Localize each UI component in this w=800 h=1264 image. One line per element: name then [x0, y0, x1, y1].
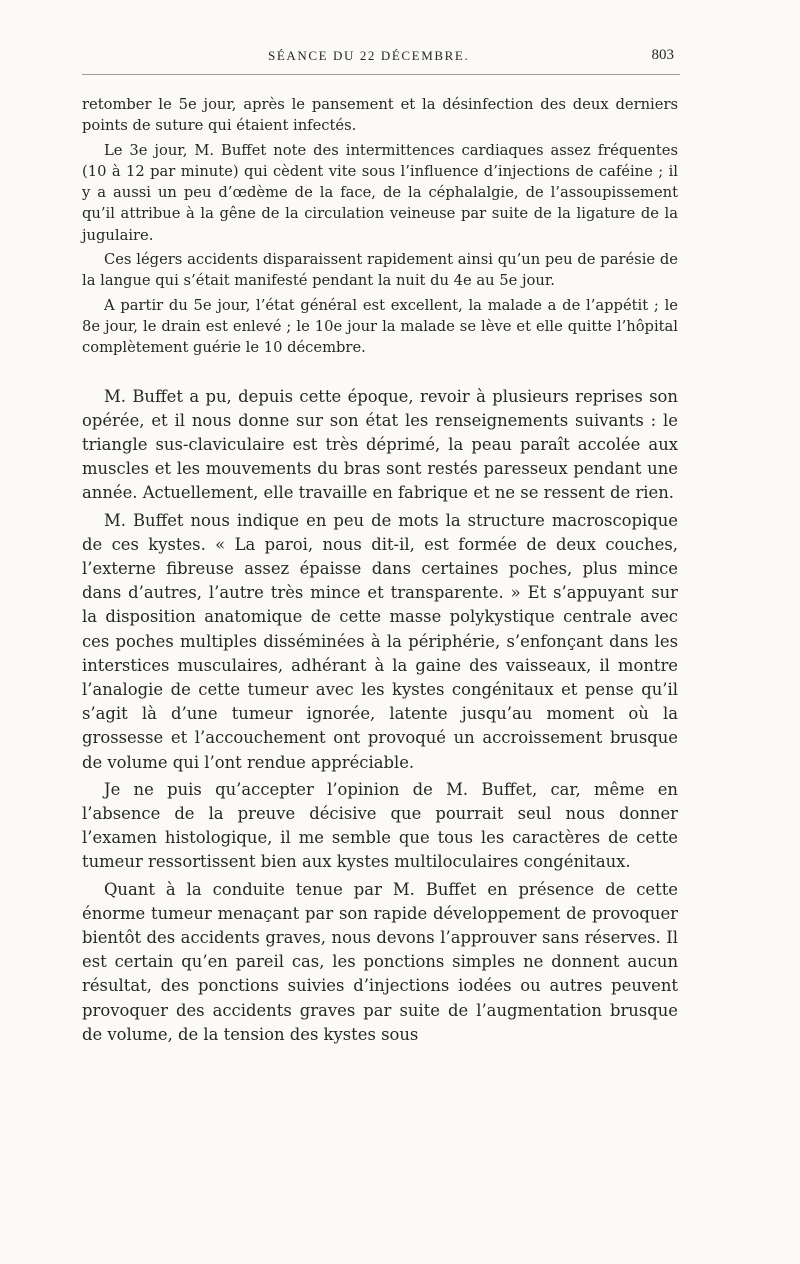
paragraph: Je ne puis qu’accepter l’opinion de M. Buffet, car, même en l’absence de la preuve décisive que pourrait seul nous donner l’examen histologique, il me semble que tous les caractères de cette tumeur ressortissent bien aux kystes multiloculaires congénitaux. [82, 779, 678, 872]
running-title: SÉANCE DU 22 DÉCEMBRE. [268, 48, 470, 63]
page-header [82, 44, 680, 75]
page-body [82, 94, 678, 1047]
commentary-section [82, 385, 678, 1047]
case-report-section [82, 94, 678, 359]
paragraph: M. Buffet nous indique en peu de mots la structure macroscopique de ces kystes. « La paroi, nous dit-il, est formée de deux couches, l’externe fibreuse assez épaisse dans certaines poches, plus mince dans d’autres, l’autre très mince et transparente. » Et s’appuyant sur la disposition anatomique de cette masse polykystique centrale avec ces poches multiples disséminées à la périphérie, s’enfonçant dans les interstices musculaires, adhérant à la gaine des vaisseaux, il montre l’analogie de cette tumeur avec les kystes congénitaux et pense qu’il s’agit là d’une tumeur ignorée, latente jusqu’au moment où la grossesse et l’accouchement ont provoqué un accroissement brusque de volume qui l’ont rendue appréciable. [82, 510, 678, 772]
paragraph: Ces légers accidents disparaissent rapidement ainsi qu’un peu de parésie de la langue qui s’était manifesté pendant la nuit du 4e au 5e jour. [82, 251, 678, 290]
paragraph: A partir du 5e jour, l’état général est excellent, la malade a de l’appétit ; le 8e jour, le drain est enlevé ; le 10e jour la malade se lève et elle quitte l’hôpital complètement guérie le 10 décembre. [82, 296, 678, 357]
paragraph: M. Buffet a pu, depuis cette époque, revoir à plusieurs reprises son opérée, et il nous donne sur son état les renseignements suivants : le triangle sus-claviculaire est très déprimé, la peau paraît accolée aux muscles et les mouvements du bras sont restés paresseux pendant une année. Actuellement, elle travaille en fabrique et ne se ressent de rien. [82, 386, 678, 503]
paragraph: retomber le 5e jour, après le pansement et la désinfection des deux derniers points de suture qui étaient infectés. [82, 96, 678, 135]
paragraph: Quant à la conduite tenue par M. Buffet en présence de cette énorme tumeur menaçant par son rapide développement de provoquer bientôt des accidents graves, nous devons l’approuver sans réserves. Il est certain qu’en pareil cas, les ponctions simples ne donnent aucun résultat, des ponctions suivies d’injections iodées ou autres peuvent provoquer des accidents graves par suite de l’augmentation brusque de volume, de la tension des kystes sous [82, 879, 678, 1044]
paragraph: Le 3e jour, M. Buffet note des intermittences cardiaques assez fréquentes (10 à 12 par minute) qui cèdent vite sous l’influence d’injections de caféine ; il y a aussi un peu d’œdème de la face, de la céphalalgie, de l’assoupissement qu’il attribue à la gêne de la circulation veineuse par suite de la ligature de la jugulaire. [82, 141, 678, 244]
page-number: 803 [651, 47, 674, 63]
